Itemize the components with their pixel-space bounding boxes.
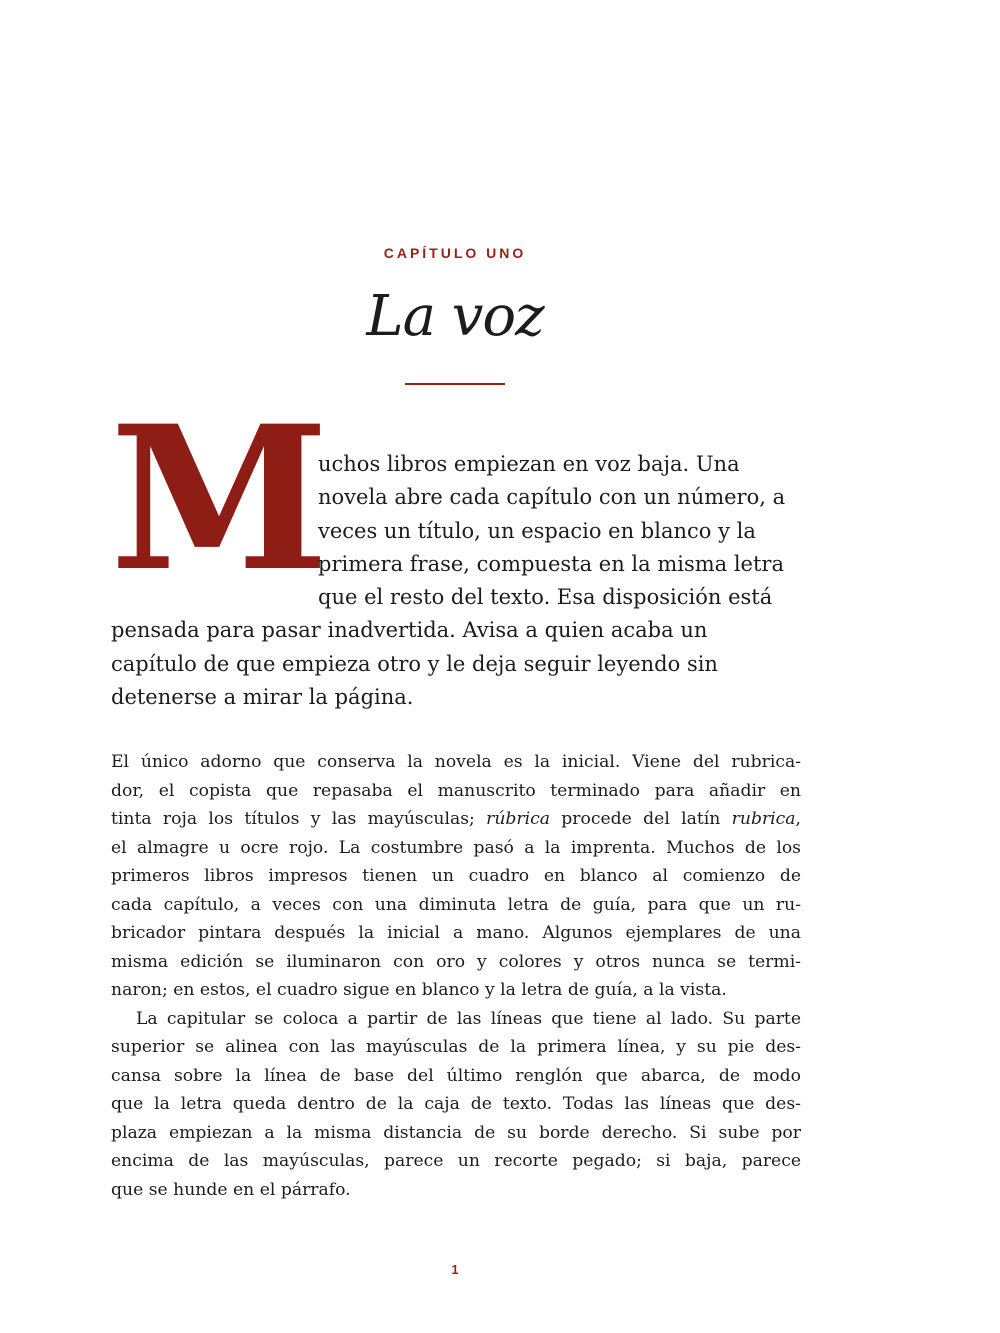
body-line: plaza empiezan a la misma distancia de su borde derecho. Si sube por [111,1122,801,1143]
body-line: bricador pintara después la inicial a mano. Algunos ejemplares de una [111,923,801,943]
body-line: La capitular se coloca a partir de las líneas que tiene al lado. Su parte [136,1008,801,1029]
lead-line: uchos libros empiezan en voz baja. Una [318,452,740,476]
lead-line: veces un título, un espacio en blanco y la [318,518,756,543]
drop-cap: M [110,382,330,615]
body-line: El único adorno que conserva la novela es la inicial. Viene del rubrica- [111,752,801,772]
chapter-title: La voz [366,284,544,349]
body-line: primeros libros impresos tienen un cuadro en blanco al comienzo de [111,866,801,886]
chapter-label: CAPÍTULO UNO [383,245,527,261]
lead-line: novela abre cada capítulo con un número, a [318,485,786,510]
title-divider [405,383,505,385]
body-text-segment: , [795,809,801,829]
body-line: el almagre u ocre rojo. La costumbre pasó a la imprenta. Muchos de los [111,837,801,858]
lead-paragraph [111,448,811,714]
body-line: que se hunde en el párrafo. [111,1179,351,1200]
body-line: cansa sobre la línea de base del último renglón que abarca, de modo [111,1065,801,1086]
lead-line: que el resto del texto. Esa disposición está [318,585,773,610]
body-line: dor, el copista que repasaba el manuscrito terminado para añadir en [111,780,801,801]
body-line: encima de las mayúsculas, parece un recorte pegado; si baja, parece [111,1151,801,1171]
lead-line: primera frase, compuesta en la misma letra [318,551,784,576]
body-line: cada capítulo, a veces con una diminuta letra de guía, para que un ru- [111,894,801,915]
body-line: naron; en estos, el cuadro sigue en blanco y la letra de guía, a la vista. [111,980,727,1000]
body-text-segment: procede del latín [549,809,732,829]
body-paragraphs [111,748,801,1204]
italic-term: rúbrica [486,809,550,829]
lead-line: capítulo de que empieza otro y le deja seguir leyendo sin [111,651,718,676]
lead-line: pensada para pasar inadvertida. Avisa a quien acaba un [111,618,708,643]
body-line: que la letra queda dentro de la caja de texto. Todas las líneas que des- [111,1094,801,1114]
body-line: misma edición se iluminaron con oro y colores y otros nunca se termi- [111,951,801,972]
page-number: 1 [451,1262,459,1277]
body-line [111,805,801,834]
body-line: superior se alinea con las mayúsculas de la primera línea, y su pie des- [111,1037,801,1057]
lead-line: detenerse a mirar la página. [111,685,414,710]
italic-term: rubrica [731,809,796,829]
body-text-segment: tinta roja los títulos y las mayúsculas; [111,809,487,829]
